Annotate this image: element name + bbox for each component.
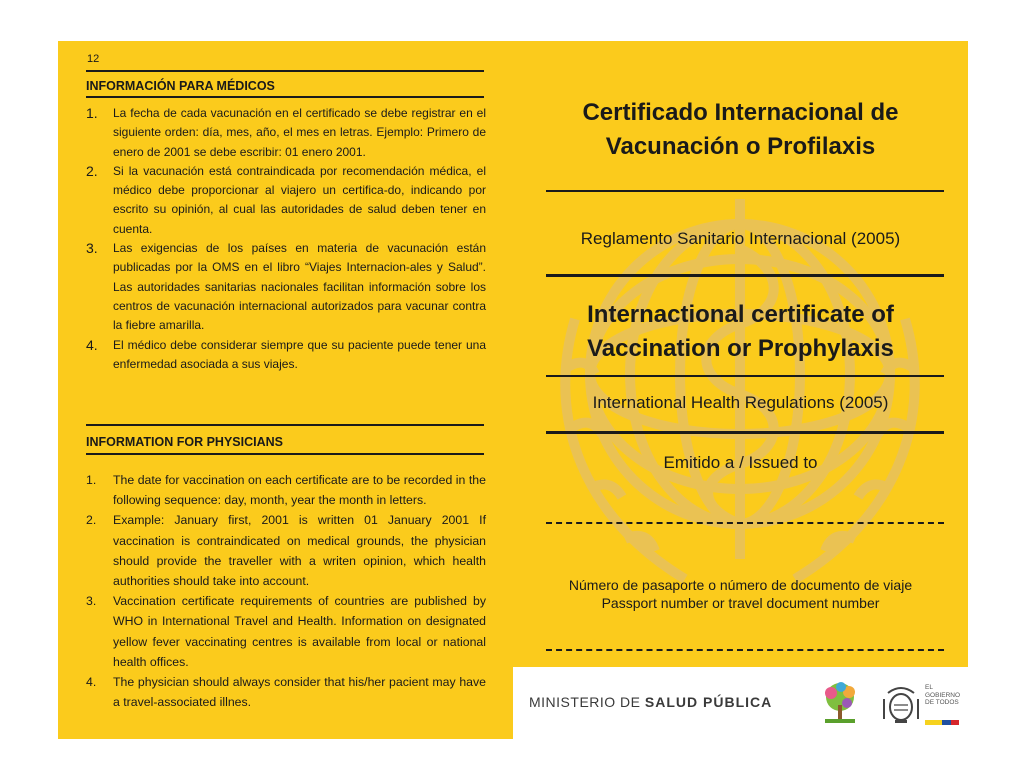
issued-rule: [546, 431, 944, 434]
list-item: 1. La fecha de cada vacunación en el certificado se debe registrar en el siguiente orden: día, mes, año, el mes en letras. Ejemplo: Primero de enero de 2001 se debe escribir: 01 enero 2001.: [86, 105, 486, 159]
left-page: [58, 41, 513, 739]
certificate-title-english: Internactional certificate of Vaccination or Prophylaxis: [587, 301, 894, 362]
list-item: 2. Example: January first, 2001 is written 01 January 2001 If vaccination is contraindicated on medical grounds, the physician should provide the traveller with a writen opinion, which health authorities should take into account.: [86, 513, 486, 589]
ministry-footer: [513, 667, 968, 739]
page-number: 12: [87, 53, 100, 65]
regulation-english: International Health Regulations (2005): [592, 393, 889, 412]
list-item: 2. Si la vacunación está contraindicada por recomendación médica, el médico debe proporcionar al viajero un certifica-do, indicando por escrito su opinión, al cual las autoridades de salud deben tener en cuenta.: [86, 162, 486, 236]
title-rule: [546, 190, 944, 192]
spanish-instructions-list: [86, 104, 486, 374]
passport-label: Número de pasaporte o número de documento de viaje Passport number or travel document number: [568, 577, 913, 611]
certificate-title-spanish: Certificado Internacional de Vacunación o Profilaxis: [582, 99, 899, 160]
list-item: 3. Vaccination certificate requirements of countries are published by WHO in International Travel and Health. Information on designated yellow fever vaccinating centres is available from local or national health offices.: [86, 594, 486, 669]
english-heading-rule: [86, 453, 484, 455]
government-logo-text: EL GOBIERNO DE TODOS: [925, 684, 961, 706]
ministry-logo-text: MINISTERIO DE SALUD PÚBLICA: [529, 694, 773, 710]
spanish-heading-rule: [86, 96, 484, 98]
english-section-heading: INFORMATION FOR PHYSICIANS: [86, 435, 283, 449]
list-item: 3. Las exigencias de los países en materia de vacunación están publicadas por la OMS en el libro “Viajes Internacion-ales y Salud”. Las autoridades sanitarias nacionales facilitan información sobre los centros de vacunación internacional autorizados para vacunar contra la fiebre amarilla.: [86, 240, 486, 333]
flag-stripe-icon: [925, 720, 959, 725]
section-divider-rule: [86, 424, 484, 426]
issued-to-field-line: [546, 522, 944, 524]
regulation-spanish: Reglamento Sanitario Internacional (2005): [580, 229, 901, 248]
top-rule: [86, 70, 484, 72]
spanish-section-heading: INFORMACIÓN PARA MÉDICOS: [86, 79, 275, 93]
english-title-rule: [546, 375, 944, 377]
english-instructions-list: [86, 470, 486, 712]
list-item: 4. El médico debe considerar siempre que su paciente puede tener una enfermedad asociada a sus viajes.: [86, 336, 486, 371]
passport-field-line: [546, 649, 944, 651]
ecuador-coat-of-arms-icon: [880, 683, 922, 725]
list-item: 4. The physician should always consider that his/her pacient may have a travel-associated illnes.: [86, 675, 486, 710]
regulation-rule: [546, 274, 944, 277]
tree-logo-icon: [819, 681, 861, 727]
right-page: [513, 41, 968, 739]
issued-to-label: Emitido a / Issued to: [663, 453, 818, 472]
list-item: 1. The date for vaccination on each certificate are to be recorded in the following sequence: day, month, year the month in letters.: [86, 473, 486, 508]
